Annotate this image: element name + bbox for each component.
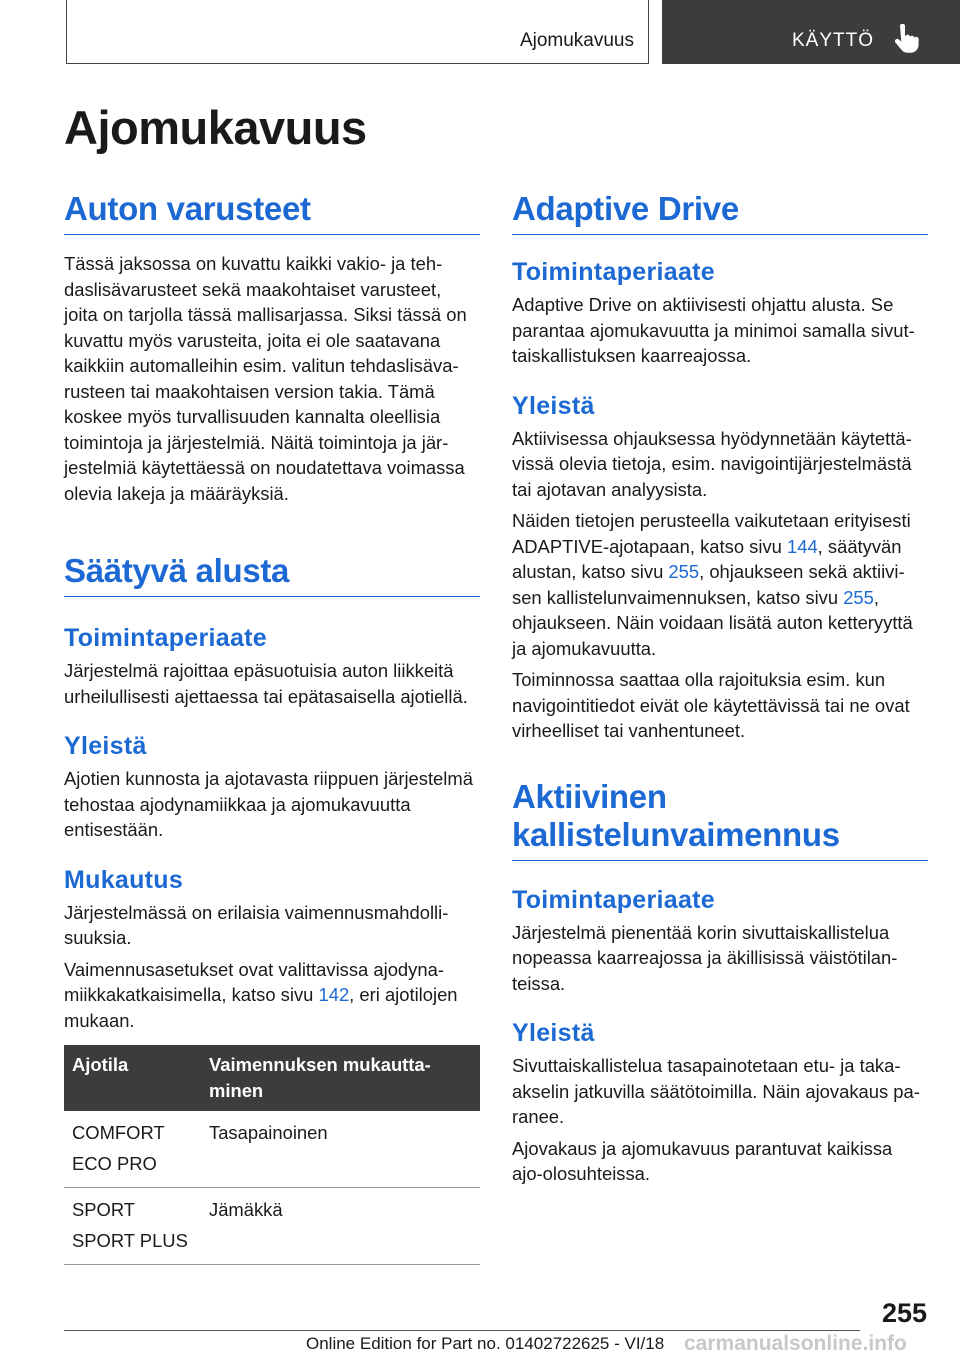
- subheading-yleista: Yleistä: [512, 1019, 595, 1047]
- paragraph-aktiivinen-yleista-1: Sivuttaiskallistelua tasapainotetaan etu- ja takaakselin jatkuvilla säätötoimilla. Näin ajovakaus paranee.: [512, 1055, 920, 1127]
- paragraph-yleista: Ajotien kunnosta ja ajotavasta riippuen järjestelmä tehostaa ajodynamiikkaa ja ajomukavuutta entisestään.: [64, 768, 473, 840]
- text-span: Näiden tietojen perusteella vaikutetaan erityisesti ADAPTIVE-ajotapaan, katso sivu: [512, 510, 911, 557]
- table-row: [64, 1188, 480, 1265]
- heading-adaptive-drive: Adaptive Drive: [512, 190, 928, 235]
- header-section-box: [66, 0, 649, 64]
- subheading-yleista: Yleistä: [64, 732, 147, 760]
- watermark: carmanualsonline.info: [684, 1332, 907, 1355]
- page-link-255[interactable]: 255: [843, 586, 874, 608]
- table-cell-value: Jämäkkä: [201, 1188, 480, 1265]
- page-link-142[interactable]: 142: [318, 984, 350, 1005]
- paragraph-mukautus-2: [64, 957, 480, 1034]
- header-chapter-box: [662, 0, 960, 64]
- paragraph-mukautus-1: Järjestelmässä on erilaisia vaimennusmahdollisuuksia.: [64, 901, 449, 948]
- subheading-toimintaperiaate: Toimintaperiaate: [512, 258, 715, 286]
- mode-label: ECO PRO: [72, 1153, 157, 1174]
- pointing-hand-icon: [894, 24, 922, 54]
- heading-aktiivinen-kallistelunvaimennus: [512, 778, 928, 861]
- paragraph-toimintaperiaate: Järjestelmä rajoittaa epäsuotuisia auton liikkeitä urheilullisesti ajettaessa tai epätasaisella ajotiellä.: [64, 660, 468, 707]
- damping-table: [64, 1045, 480, 1265]
- mode-label: SPORT PLUS: [72, 1230, 188, 1251]
- subheading-yleista: Yleistä: [512, 391, 595, 420]
- header-chapter-title: KÄYTTÖ: [792, 30, 875, 51]
- text-span: , ohjaukseen sekä aktiivisen kallistelunvaimennuksen, katso sivu: [512, 561, 905, 608]
- heading-line: kallistelunvaimennus: [512, 815, 840, 853]
- paragraph-aktiivinen-toimintaperiaate: Järjestelmä pienentää korin sivuttaiskallistelua nopeassa kaarreajossa ja äkillisissä väistötilanteissa.: [512, 921, 898, 994]
- heading-line: Aktiivinen: [512, 777, 667, 815]
- mode-label: SPORT: [72, 1199, 136, 1220]
- subheading-toimintaperiaate: Toimintaperiaate: [512, 885, 715, 914]
- subheading-toimintaperiaate: Toimintaperiaate: [64, 624, 267, 652]
- table-header-ajotila: Ajotila: [64, 1045, 201, 1111]
- text-span: , eri ajotilojen mukaan.: [64, 984, 458, 1031]
- page-link-255[interactable]: 255: [668, 561, 700, 582]
- paragraph-adaptive-yleista-2: [512, 508, 928, 661]
- mode-label: COMFORT: [72, 1122, 165, 1143]
- heading-saatyva-alusta: Säätyvä alusta: [64, 552, 480, 597]
- page-number: 255: [881, 1298, 927, 1328]
- paragraph-adaptive-toimintaperiaate: Adaptive Drive on aktiivisesti ohjattu alusta. Se parantaa ajomukavuutta ja minimoi samalla sivuttaiskallistuksen kaarreajossa.: [512, 294, 915, 366]
- table-header-row: [64, 1045, 480, 1111]
- heading-auton-varusteet: Auton varusteet: [64, 190, 480, 235]
- paragraph-auton-varusteet: Tässä jaksossa on kuvattu kaikki vakio- ja tehdaslisävarusteet sekä maakohtaiset varusteet, joita on tarjolla tässä mallisarjassa. Siksi tässä on kuvattu myös varusteita, joita ei ole saatavana kaikkiin automalleihin esim. valitun tehdaslisävarusteen tai maakohtaisen version takia. Tämä koskee myös turvallisuuden kannalta oleellisia toimintoja ja järjestelmiä. Näitä toimintoja ja järjestelmiä käytettäessä on noudatettava voimassa olevia lakeja ja määräyksiä.: [64, 253, 467, 504]
- table-row: [64, 1111, 480, 1188]
- footer-divider: [64, 1330, 860, 1331]
- page-link-144[interactable]: 144: [786, 535, 818, 557]
- text-span: Vaimennusasetukset ovat valittavissa ajodynamiikkakatkaisimella, katso sivu: [64, 958, 444, 1005]
- paragraph-adaptive-yleista-1: Aktiivisessa ohjauksessa hyödynnetään käytettävissä olevia tietoja, esim. navigointijärjestelmästä tai ajotavan analyysista.: [512, 427, 912, 500]
- header-section-title: Ajomukavuus: [519, 30, 634, 51]
- table-cell-modes: [64, 1188, 201, 1265]
- text-span: , ohjaukseen. Näin voidaan lisätä auton ketteryyttä ja ajomukavuutta.: [512, 586, 913, 659]
- footer-edition: Online Edition for Part no. 01402722625 - VI/18: [306, 1334, 665, 1353]
- table-cell-modes: [64, 1111, 201, 1188]
- left-column: [64, 190, 480, 1265]
- text-span: , säätyvän alustan, katso sivu: [512, 535, 902, 582]
- subheading-mukautus: Mukautus: [64, 865, 184, 894]
- paragraph-adaptive-yleista-3: Toiminnossa saattaa olla rajoituksia esim. kun navigointitiedot eivät ole käytettävissä tai ne ovat virheelliset tai vanhentuneet.: [512, 669, 910, 741]
- table-cell-value: Tasapainoinen: [201, 1111, 480, 1188]
- page-title: Ajomukavuus: [64, 101, 367, 154]
- table-header-vaimennus: Vaimennuksen mukauttaminen: [201, 1045, 480, 1111]
- right-column: [512, 190, 928, 1187]
- paragraph-aktiivinen-yleista-2: Ajovakaus ja ajomukavuus parantuvat kaikissa ajo-olosuhteissa.: [512, 1137, 893, 1184]
